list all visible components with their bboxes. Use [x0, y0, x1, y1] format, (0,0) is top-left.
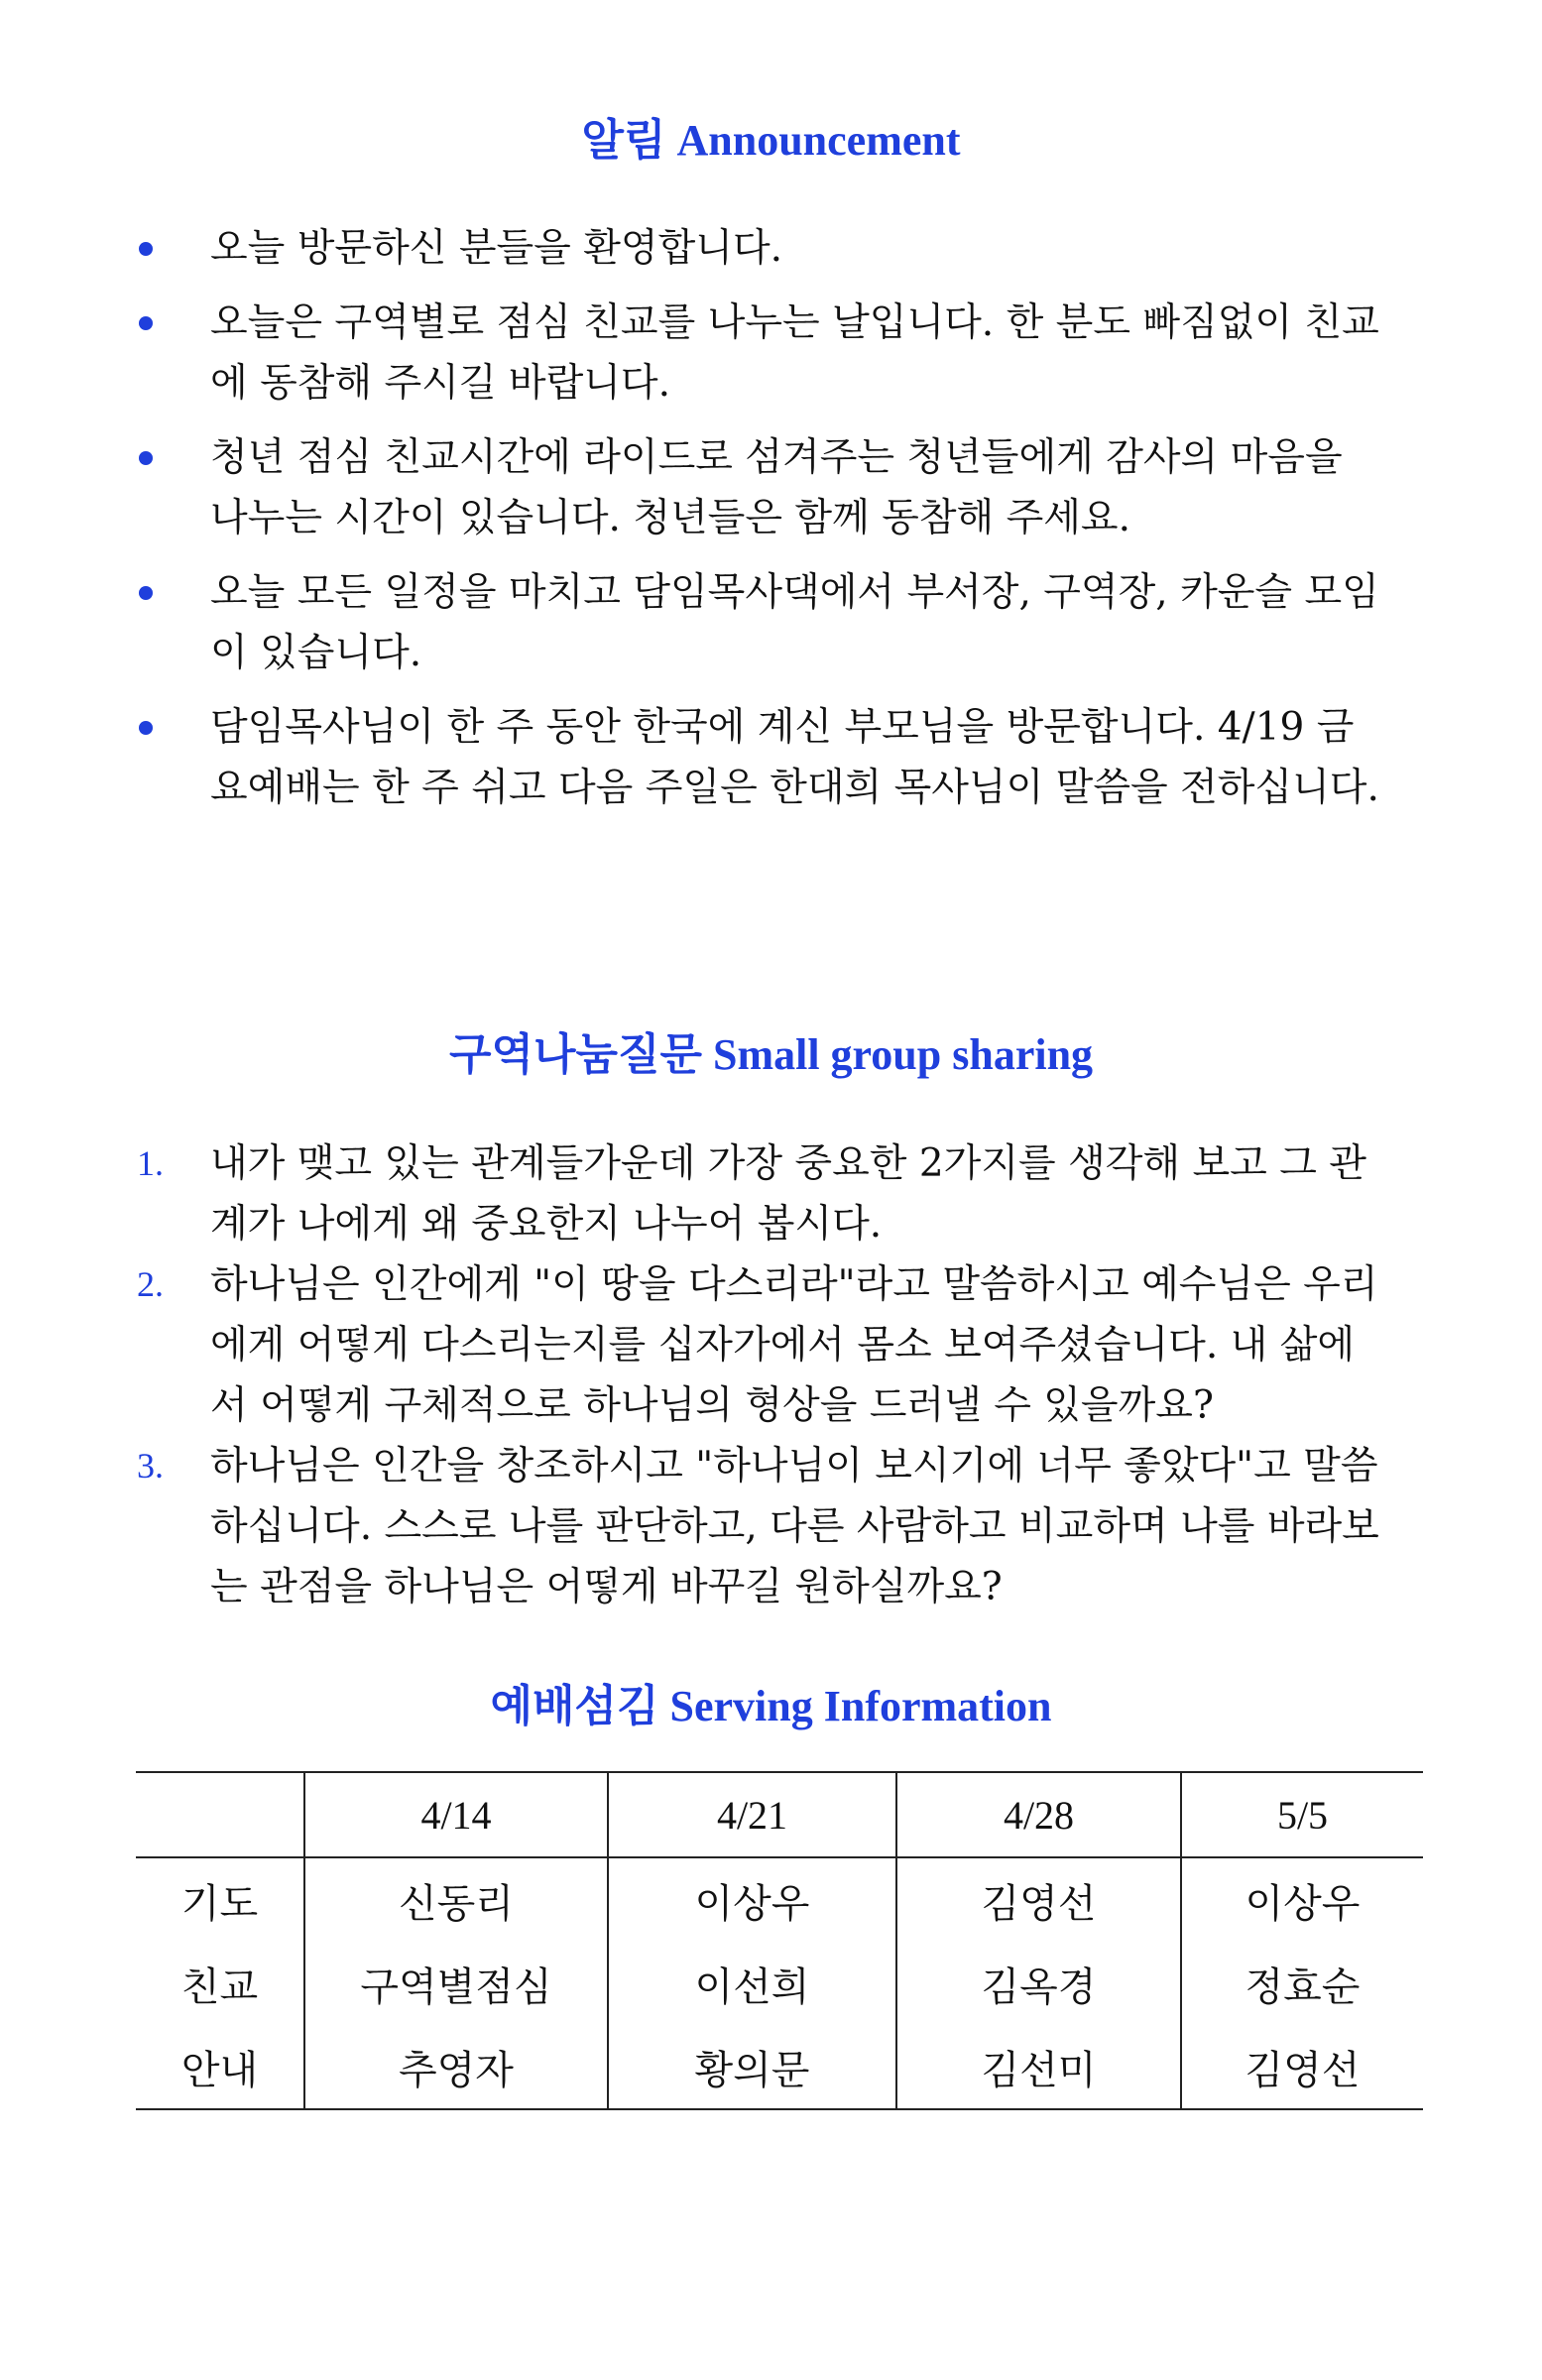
table-cell: 이상우 — [608, 1857, 896, 1942]
role-cell: 친교 — [180, 1964, 259, 2010]
table-header-cell: 4/14 — [304, 1772, 608, 1857]
sharing-text: 하나님은 인간을 창조하시고 "하나님이 보시기에 너무 좋았다"고 말씀하십니다. 스스로 나를 판단하고, 다른 사람하고 비교하며 나를 바라보는 관점을 하나님은 어떻게 바꾸길 원하실까요? — [210, 1444, 1379, 1609]
sharing-text: 내가 맺고 있는 관계들가운데 가장 중요한 2가지를 생각해 보고 그 관계가 나에게 왜 중요한지 나누어 봅시다. — [210, 1141, 1366, 1247]
table-header-cell — [136, 1772, 304, 1857]
announcement-item — [0, 562, 1542, 683]
announcement-item — [0, 218, 1542, 279]
announcement-list — [0, 218, 1542, 832]
table-cell: 황의문 — [608, 2025, 896, 2109]
announcement-text: 담임목사님이 한 주 동안 한국에 계신 부모님을 방문합니다. 4/19 금요예배는 한 주 쉬고 다음 주일은 한대희 목사님이 말씀을 전하십니다. — [210, 705, 1379, 810]
table-cell: 이상우 — [1181, 1857, 1423, 1942]
announcement-item — [0, 427, 1542, 548]
announcement-text: 오늘 방문하신 분들을 환영합니다. — [210, 226, 783, 271]
table-cell: 정효순 — [1181, 1942, 1423, 2025]
announcement-item — [0, 293, 1542, 414]
table-header-row — [136, 1772, 1423, 1857]
table-cell: 김영선 — [896, 1857, 1181, 1942]
announcement-text: 오늘은 구역별로 점심 친교를 나누는 날입니다. 한 분도 빠짐없이 친교에 동참해 주시길 바랍니다. — [210, 300, 1379, 406]
sharing-title: 구역나눔질문 Small group sharing — [448, 1030, 1094, 1079]
table-header-cell: 4/21 — [608, 1772, 896, 1857]
table-header-cell: 4/28 — [896, 1772, 1181, 1857]
table-cell: 추영자 — [304, 2025, 608, 2109]
bullet-icon — [139, 721, 153, 735]
sharing-list — [0, 1133, 1542, 1617]
table-cell: 이선희 — [608, 1942, 896, 2025]
table-row — [136, 1942, 1423, 2025]
table-cell: 구역별점심 — [304, 1942, 608, 2025]
item-number: 3. — [137, 1446, 164, 1486]
sharing-text: 하나님은 인간에게 "이 땅을 다스리라"라고 말씀하시고 예수님은 우리에게 어떻게 다스리는지를 십자가에서 몸소 보여주셨습니다. 내 삶에서 어떻게 구체적으로 하나님의 형상을 드러낼 수 있을까요? — [210, 1262, 1378, 1428]
table-cell: 김영선 — [1181, 2025, 1423, 2109]
bullet-icon — [139, 316, 153, 330]
announcement-title: 알림 Announcement — [581, 116, 961, 165]
bullet-icon — [139, 451, 153, 465]
announcement-text: 청년 점심 친교시간에 라이드로 섬겨주는 청년들에게 감사의 마음을 나누는 시간이 있습니다. 청년들은 함께 동참해 주세요. — [210, 435, 1343, 540]
serving-table — [136, 1771, 1423, 2110]
item-number: 1. — [137, 1143, 164, 1183]
announcement-item — [0, 697, 1542, 818]
table-cell: 김옥경 — [896, 1942, 1181, 2025]
table-row — [136, 2025, 1423, 2109]
bullet-icon — [139, 586, 153, 600]
bullet-icon — [139, 242, 153, 256]
item-number: 2. — [137, 1264, 164, 1304]
role-cell: 안내 — [180, 2047, 259, 2093]
sharing-item — [0, 1254, 1542, 1436]
table-header-cell: 5/5 — [1181, 1772, 1423, 1857]
sharing-item — [0, 1133, 1542, 1254]
table-cell: 신동리 — [304, 1857, 608, 1942]
role-cell: 기도 — [180, 1880, 259, 1927]
serving-title: 예배섬김 Serving Information — [490, 1682, 1052, 1730]
announcement-text: 오늘 모든 일정을 마치고 담임목사댁에서 부서장, 구역장, 카운슬 모임이 있습니다. — [210, 570, 1379, 675]
table-row — [136, 1857, 1423, 1942]
table-cell: 김선미 — [896, 2025, 1181, 2109]
sharing-item — [0, 1436, 1542, 1617]
